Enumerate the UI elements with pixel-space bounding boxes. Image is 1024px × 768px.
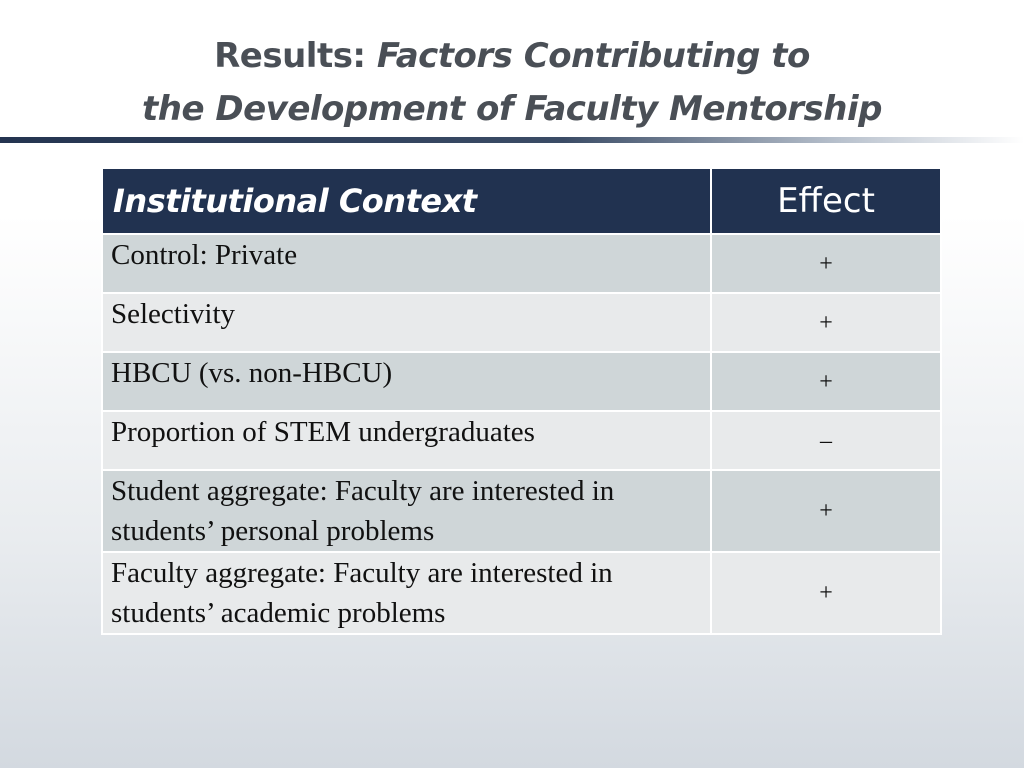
table-row xyxy=(102,293,941,352)
table-row xyxy=(102,352,941,411)
title-italic-2: the Development of Faculty Mentorship xyxy=(142,89,882,129)
effect-cell: + xyxy=(711,470,941,552)
title-line-2 xyxy=(0,83,1024,136)
factor-cell: Control: Private xyxy=(102,234,711,293)
title-italic-1: Factors Contributing to xyxy=(376,36,810,76)
factor-cell: Student aggregate: Faculty are interested in students’ personal problems xyxy=(102,470,711,552)
title-divider xyxy=(0,137,1024,143)
factor-cell: Faculty aggregate: Faculty are interested in students’ academic problems xyxy=(102,552,711,634)
factor-cell: Selectivity xyxy=(102,293,711,352)
effect-cell: + xyxy=(711,552,941,634)
table-header-row xyxy=(102,168,941,234)
title-line-1 xyxy=(0,30,1024,83)
effect-cell: + xyxy=(711,234,941,293)
table-row xyxy=(102,411,941,470)
title-prefix: Results: xyxy=(214,36,377,76)
factor-cell: HBCU (vs. non-HBCU) xyxy=(102,352,711,411)
effect-cell: – xyxy=(711,411,941,470)
factor-cell: Proportion of STEM undergraduates xyxy=(102,411,711,470)
table-row xyxy=(102,552,941,634)
slide-title xyxy=(0,30,1024,136)
factors-table xyxy=(101,167,942,635)
effect-cell: + xyxy=(711,352,941,411)
table-row xyxy=(102,470,941,552)
header-institutional-context: Institutional Context xyxy=(102,168,711,234)
table-row xyxy=(102,234,941,293)
effect-cell: + xyxy=(711,293,941,352)
header-effect: Effect xyxy=(711,168,941,234)
